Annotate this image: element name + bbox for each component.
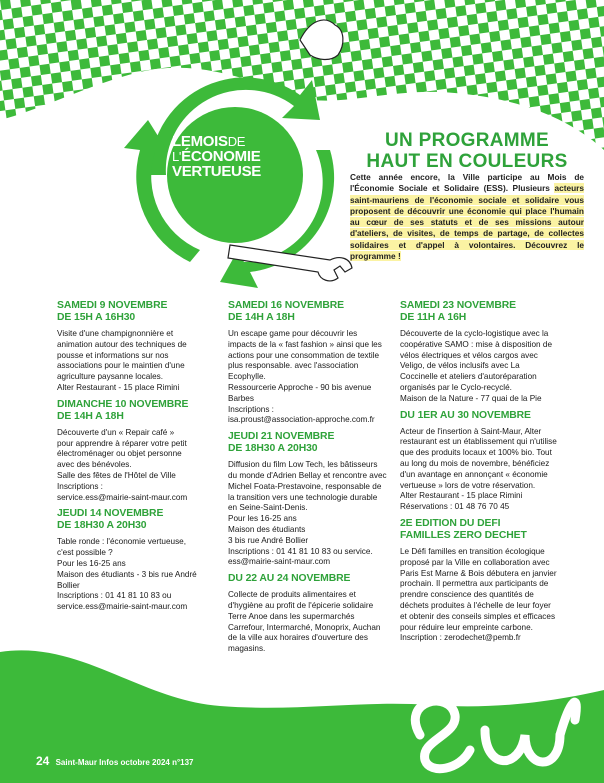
event-description-line: que des produits locaux et 100% bio. Tout bbox=[400, 448, 552, 458]
checkered-flag-band bbox=[0, 0, 604, 150]
event-title bbox=[228, 431, 396, 455]
event-description-line: Paris Est Marne & Bois débutera en janvier bbox=[400, 568, 557, 578]
event-title-line: SAMEDI 16 NOVEMBRE bbox=[228, 300, 344, 311]
event-description-line: coopérative SAMO : mise à disposition de bbox=[400, 339, 552, 349]
intro-paragraph bbox=[350, 172, 584, 262]
event-description-line: Salle des fêtes de l'Hôtel de Ville bbox=[57, 470, 176, 480]
event-description-line: Barbes bbox=[228, 393, 254, 403]
event-description-line: Carrefour, Intermarché, Monoprix, Auchan bbox=[228, 622, 381, 632]
page-footer bbox=[36, 754, 194, 768]
event-description-line: 3 bis rue André Bollier bbox=[228, 535, 309, 545]
event-description-line: proposé par la Ville en collaboration avec bbox=[400, 557, 550, 567]
event-title-line: DE 11H A 16H bbox=[400, 312, 467, 323]
event-title bbox=[57, 508, 225, 532]
event-title-line: SAMEDI 9 NOVEMBRE bbox=[57, 300, 168, 311]
page-number: 24 bbox=[36, 754, 50, 768]
event-description-line: la transition vers une technologie durable bbox=[228, 492, 378, 502]
event-description-line: actions pour une consommation de textile bbox=[228, 350, 380, 360]
event-item bbox=[228, 431, 396, 568]
event-description bbox=[57, 329, 225, 394]
event-item bbox=[57, 399, 225, 504]
page-headline bbox=[352, 130, 582, 172]
event-description-line: Ressourcerie Approche - 90 bis avenue bbox=[228, 382, 372, 392]
event-description-line: magasins. bbox=[228, 644, 266, 654]
event-title-line: DU 1ER AU 30 NOVEMBRE bbox=[400, 409, 531, 421]
intro-highlighted-text: acteurs saint-mauriens de l'économie sociale et solidaire vous proposent de découvrir une économie qui place l'humain au cœur de ses statuts et de ses missions autour d'ateliers, de visites, de temps de partage, de collectes solidaires et d'appel à volontaires. Découvrez le programme ! bbox=[350, 183, 584, 262]
event-description-line: Réservations : 01 48 76 70 45 bbox=[400, 502, 510, 512]
event-description-line: Veligo, de vélos inclusifs avec La bbox=[400, 361, 520, 371]
intro-text: Cette année encore, la Ville participe au Mois de l'Économie Sociale et Solidaire (ESS). Plusieurs bbox=[350, 172, 584, 194]
event-description-line: associations pour le maintien d'une bbox=[57, 361, 185, 371]
events-column-1 bbox=[57, 300, 225, 618]
event-item bbox=[228, 300, 396, 426]
event-description-line: déchets produites à l'échelle de leur foyer bbox=[400, 600, 551, 610]
event-description-line: Découverte d'un « Repair café » bbox=[57, 427, 175, 437]
event-description-line: d'un avantage en annonçant « économie bbox=[400, 469, 548, 479]
event-item bbox=[57, 300, 225, 394]
event-title bbox=[228, 300, 396, 324]
event-description-line: Maison de la Nature - 77 quai de la Pie bbox=[400, 393, 542, 403]
event-title-line: DE 14H A 18H bbox=[57, 410, 124, 422]
event-description-line: Inscriptions : bbox=[228, 404, 274, 414]
event-description-line: au long du mois de novembre, bénéficiez bbox=[400, 458, 550, 468]
event-description-line: électroménager ou objet personne bbox=[57, 449, 182, 459]
event-title-line: FAMILLES ZERO DECHET bbox=[400, 529, 527, 541]
event-title-line: DIMANCHE 10 NOVEMBRE bbox=[57, 398, 189, 410]
event-description-line: isa.proust@association-approche.com.fr bbox=[228, 415, 375, 425]
event-description-line: Maison des étudiants bbox=[228, 524, 306, 534]
event-title-line: DE 18H30 A 20H30 bbox=[57, 520, 147, 532]
event-description-line: Alter Restaurant - 15 place Rimini bbox=[57, 382, 180, 392]
event-description bbox=[57, 537, 225, 613]
event-title-line: DE 14H A 18H bbox=[228, 312, 295, 323]
event-title-line: SAMEDI 23 NOVEMBRE bbox=[400, 300, 516, 311]
event-description-line: service.ess@mairie-saint-maur.com bbox=[57, 602, 188, 612]
event-title bbox=[400, 518, 572, 542]
event-item bbox=[400, 300, 572, 405]
event-description-line: en Seine-Saint-Denis. bbox=[228, 503, 308, 513]
event-item bbox=[228, 573, 396, 655]
event-description bbox=[228, 590, 396, 655]
event-description-line: et obtenir des conseils simples et efficaces bbox=[400, 611, 556, 621]
event-description-line: pour apprendre à réparer votre petit bbox=[57, 438, 187, 448]
event-description-line: Découverte de la cyclo-logistique avec la bbox=[400, 329, 549, 338]
event-description-line: restaurant est un établissement qui n'utilise bbox=[400, 437, 557, 447]
event-description-line: Coccinelle et ateliers d'autoréparation bbox=[400, 372, 537, 382]
event-description-line: prendre conscience des quantités de bbox=[400, 590, 534, 600]
event-description-line: avec des bénévoles. bbox=[57, 460, 132, 470]
event-title bbox=[400, 300, 572, 324]
event-description-line: Table ronde : l'économie vertueuse, bbox=[57, 537, 186, 547]
event-description-line: Visite d'une champignonnière et bbox=[57, 329, 174, 338]
event-item bbox=[57, 508, 225, 613]
event-title bbox=[57, 399, 225, 423]
event-description-line: Pour les 16-25 ans bbox=[57, 558, 126, 568]
event-description bbox=[400, 427, 572, 513]
event-title-line: DE 18H30 A 20H30 bbox=[228, 443, 318, 455]
event-title-line: JEUDI 14 NOVEMBRE bbox=[57, 508, 164, 520]
event-description bbox=[57, 428, 225, 504]
event-description-line: Bollier bbox=[57, 580, 80, 590]
event-description-line: organisés par le Cyclo-recyclé. bbox=[400, 382, 512, 392]
event-description-line: Acteur de l'insertion à Saint-Maur, Alter bbox=[400, 426, 542, 436]
event-title bbox=[228, 573, 396, 585]
event-description-line: plus responsable. avec l'association bbox=[228, 361, 359, 371]
event-title-line: DU 22 AU 24 NOVEMBRE bbox=[228, 573, 351, 585]
event-description-line: pousse et informations sur nos bbox=[57, 350, 169, 360]
footer-text: Saint-Maur Infos octobre 2024 n°137 bbox=[55, 758, 194, 767]
event-description-line: d'hygiène au profit de l'épicerie solidaire bbox=[228, 600, 374, 610]
event-description bbox=[228, 329, 396, 426]
event-title bbox=[57, 300, 225, 324]
event-description-line: Michel Foata-Prestavoine, responsable de bbox=[228, 481, 382, 491]
event-description-line: Inscription : zerodechet@pemb.fr bbox=[400, 633, 521, 643]
event-description-line: Terre Anoe dans les supermarchés bbox=[228, 611, 355, 621]
event-description-line: c'est possible ? bbox=[57, 548, 113, 558]
event-description-line: Pour les 16-25 ans bbox=[228, 514, 297, 524]
event-description-line: vélos électriques et vélos cargos avec bbox=[400, 350, 538, 360]
event-description bbox=[400, 547, 572, 644]
event-title-line: JEUDI 21 NOVEMBRE bbox=[228, 431, 335, 443]
event-description-line: pour réduire leur empreinte carbone. bbox=[400, 622, 533, 632]
event-description-line: de la ville aux horaires d'ouverture des bbox=[228, 633, 368, 643]
event-description-line: agriculture paysanne locales. bbox=[57, 372, 164, 382]
event-description-line: Inscriptions : 01 41 81 10 83 ou service. bbox=[228, 546, 373, 556]
event-description-line: Maison des étudiants - 3 bis rue André bbox=[57, 569, 197, 579]
event-description-line: impacts de la « fast fashion » ainsi que les bbox=[228, 339, 382, 349]
event-description-line: du monde d'Adrien Bellay et rencontre avec bbox=[228, 470, 387, 480]
event-description bbox=[228, 460, 396, 568]
events-column-3 bbox=[400, 300, 572, 649]
event-description-line: Inscriptions : bbox=[57, 481, 103, 491]
headline-line-2: HAUT EN COULEURS bbox=[366, 151, 568, 172]
event-description-line: animation autour des techniques de bbox=[57, 339, 187, 349]
event-description-line: Collecte de produits alimentaires et bbox=[228, 590, 356, 600]
event-item bbox=[400, 410, 572, 513]
event-description-line: Alter Restaurant - 15 place Rimini bbox=[400, 491, 523, 501]
event-description-line: Ecophylle. bbox=[228, 372, 266, 382]
event-description-line: service.ess@mairie-saint-maur.com bbox=[57, 492, 188, 502]
event-description-line: Diffusion du film Low Tech, les bâtisseurs bbox=[228, 460, 378, 470]
event-description-line: prochain. Il permettra aux participants de bbox=[400, 579, 549, 589]
event-item bbox=[400, 518, 572, 644]
event-description bbox=[400, 329, 572, 405]
event-description-line: ess@mairie-saint-maur.com bbox=[228, 557, 331, 567]
event-description-line: Le Défi familles en transition écologique bbox=[400, 546, 545, 556]
headline-line-1: UN PROGRAMME bbox=[384, 130, 550, 151]
event-description-line: vertueuse » lors de votre réservation. bbox=[400, 480, 536, 490]
event-title bbox=[400, 410, 572, 422]
event-title-line: 2E EDITION DU DEFI bbox=[400, 517, 501, 529]
event-title-line: DE 15H A 16H30 bbox=[57, 312, 136, 323]
event-description-line: Un escape game pour découvrir les bbox=[228, 329, 358, 338]
event-description-line: Inscriptions : 01 41 81 10 83 ou bbox=[57, 591, 172, 601]
events-column-2 bbox=[228, 300, 396, 660]
event-logo-text: LEMOISDE L'ÉCONOMIE VERTUEUSE bbox=[172, 133, 261, 180]
